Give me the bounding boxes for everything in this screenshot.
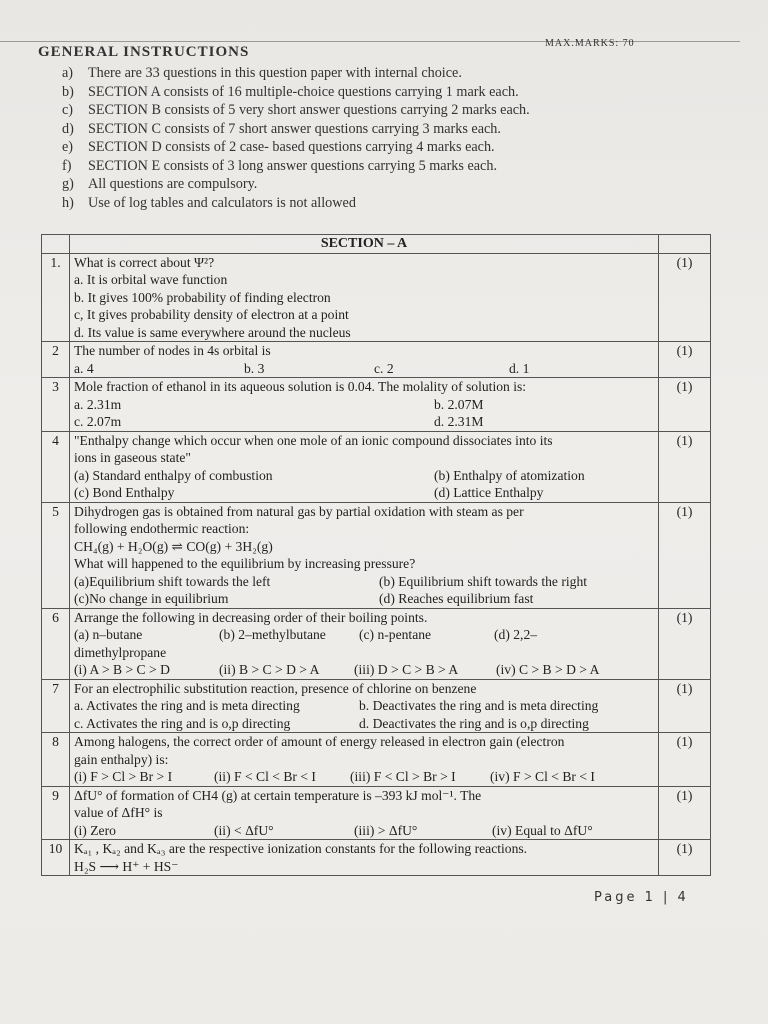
question-number: 7 [42, 679, 70, 733]
question-text: Arrange the following in decreasing order of their boiling points. [74, 609, 428, 625]
question-marks: (1) [659, 840, 711, 876]
option: b. Deactivates the ring and is meta directing [359, 698, 599, 713]
instruction-item: a) There are 33 questions in this question paper with internal choice. [62, 65, 462, 81]
option: d. 1 [509, 360, 530, 376]
question-marks: (1) [659, 378, 711, 432]
question-row [42, 733, 711, 787]
option: d. Its value is same everywhere around the nucleus [74, 324, 351, 340]
question-number: 10 [42, 840, 70, 876]
reaction-equation: CH₄(g) + H₂O(g) ⇌ CO(g) + 3H₂(g) [74, 538, 273, 554]
question-text: What is correct about Ψ²? [74, 254, 215, 270]
question-text: "Enthalpy change which occur when one mole of an ionic compound dissociates into its [74, 432, 553, 448]
page-number: Page 1 | 4 [594, 890, 689, 905]
question-text-continued: gain enthalpy) is: [74, 751, 169, 767]
instruction-item: c) SECTION B consists of 5 very short answer questions carrying 2 marks each. [62, 102, 530, 118]
question-prompt: What will happened to the equilibrium by increasing pressure? [74, 556, 416, 571]
option: (c)No change in equilibrium [74, 591, 229, 606]
option-continued: dimethylpropane [74, 644, 167, 660]
option: a. 4 [74, 360, 94, 376]
answer-choice: (iii) D > C > B > A [354, 662, 459, 677]
instruction-item: h) Use of log tables and calculators is not allowed [62, 194, 356, 211]
question-body [70, 342, 659, 378]
option: d. Deactivates the ring and is o,p directing [359, 715, 589, 731]
question-row [42, 608, 711, 679]
question-number: 2 [42, 342, 70, 378]
instruction-item: e) SECTION D consists of 2 case- based questions carrying 4 marks each. [62, 139, 495, 155]
question-row [42, 342, 711, 378]
question-row [42, 502, 711, 608]
question-row [42, 431, 711, 502]
option: b. 3 [244, 360, 265, 376]
question-row [42, 840, 711, 876]
question-text: ΔfU° of formation of CH4 (g) at certain temperature is –393 kJ mol⁻¹. The [74, 787, 482, 803]
question-row [42, 253, 711, 342]
option: (a) n–butane [74, 627, 143, 642]
option: b. It gives 100% probability of finding electron [74, 289, 331, 305]
question-text-continued: following endothermic reaction: [74, 521, 250, 536]
question-text-continued: value of ΔfH° is [74, 805, 163, 820]
question-marks: (1) [659, 502, 711, 608]
option: (d) 2,2– [494, 627, 538, 642]
general-instructions-title: GENERAL INSTRUCTIONS [38, 44, 250, 60]
reaction-equation: H₂S ⟶ H⁺ + HS⁻ [74, 858, 179, 874]
question-row [42, 786, 711, 840]
answer-choice: (i) A > B > C > D [74, 662, 170, 677]
question-body [70, 431, 659, 502]
max-marks-label: MAX.MARKS: 70 [545, 38, 635, 49]
instruction-item: g) All questions are compulsory. [62, 176, 258, 192]
instruction-item: d) SECTION C consists of 7 short answer questions carrying 3 marks each. [62, 120, 501, 137]
option: a. Activates the ring and is meta directing [74, 698, 300, 713]
question-number: 3 [42, 378, 70, 432]
question-text-continued: ions in gaseous state" [74, 450, 191, 465]
question-number: 6 [42, 608, 70, 679]
option: (c) n-pentane [359, 627, 432, 642]
option: a. 2.31m [74, 396, 122, 412]
question-marks: (1) [659, 342, 711, 378]
answer-choice: (ii) B > C > D > A [219, 662, 320, 677]
instructions-list [62, 64, 530, 212]
question-text: Dihydrogen gas is obtained from natural gas by partial oxidation with steam as per [74, 503, 524, 519]
question-body [70, 378, 659, 432]
question-number: 9 [42, 786, 70, 840]
option: (iii) > ΔfU° [354, 822, 418, 838]
option: (a)Equilibrium shift towards the left [74, 573, 271, 589]
answer-choice: (iv) C > B > D > A [496, 662, 600, 677]
question-marks: (1) [659, 679, 711, 733]
option: (ii) < ΔfU° [214, 822, 274, 838]
question-text: Kₐ₁ , Kₐ₂ and Kₐ₃ are the respective ionization constants for the following reactions. [74, 841, 528, 856]
option: (b) Enthalpy of atomization [434, 467, 585, 483]
option: a. It is orbital wave function [74, 272, 228, 287]
option: (iv) Equal to ΔfU° [492, 822, 593, 838]
option: (i) Zero [74, 822, 116, 838]
question-text: The number of nodes in 4s orbital is [74, 343, 271, 358]
option: c. 2.07m [74, 414, 122, 429]
question-marks: (1) [659, 786, 711, 840]
option: (iv) F > Cl < Br < I [490, 769, 595, 784]
question-marks: (1) [659, 253, 711, 342]
questions-table [41, 234, 711, 876]
question-body [70, 253, 659, 342]
question-text: Mole fraction of ethanol in its aqueous solution is 0.04. The molality of solution is: [74, 379, 527, 394]
option: (d) Lattice Enthalpy [434, 485, 544, 500]
option: d. 2.31M [434, 414, 484, 429]
option: (b) 2–methylbutane [219, 627, 326, 642]
question-marks: (1) [659, 608, 711, 679]
question-number: 5 [42, 502, 70, 608]
option: b. 2.07M [434, 396, 484, 412]
instruction-item: f) SECTION E consists of 3 long answer questions carrying 5 marks each. [62, 157, 497, 174]
instruction-item: b) SECTION A consists of 16 multiple-choice questions carrying 1 mark each. [62, 83, 519, 100]
option: c. Activates the ring and is o,p directing [74, 715, 291, 731]
option: (b) Equilibrium shift towards the right [379, 573, 588, 589]
question-text: For an electrophilic substitution reaction, presence of chlorine on benzene [74, 680, 477, 696]
question-marks: (1) [659, 733, 711, 787]
option: (i) F > Cl > Br > I [74, 769, 173, 784]
question-body [70, 786, 659, 840]
question-body [70, 502, 659, 608]
option: c, It gives probability density of electron at a point [74, 307, 349, 322]
option: (d) Reaches equilibrium fast [379, 591, 534, 606]
question-body [70, 679, 659, 733]
question-marks: (1) [659, 431, 711, 502]
option: (iii) F < Cl > Br > I [350, 769, 456, 784]
question-text: Among halogens, the correct order of amount of energy released in electron gain (electron [74, 734, 565, 749]
option: c. 2 [374, 360, 394, 376]
question-number: 4 [42, 431, 70, 502]
option: (c) Bond Enthalpy [74, 485, 175, 500]
question-row [42, 378, 711, 432]
question-row [42, 679, 711, 733]
question-number: 8 [42, 733, 70, 787]
question-number: 1. [42, 253, 70, 342]
section-title: SECTION – A [70, 235, 659, 254]
question-body [70, 733, 659, 787]
question-body [70, 608, 659, 679]
option: (ii) F < Cl < Br < I [214, 769, 316, 784]
question-body [70, 840, 659, 876]
option: (a) Standard enthalpy of combustion [74, 467, 273, 483]
